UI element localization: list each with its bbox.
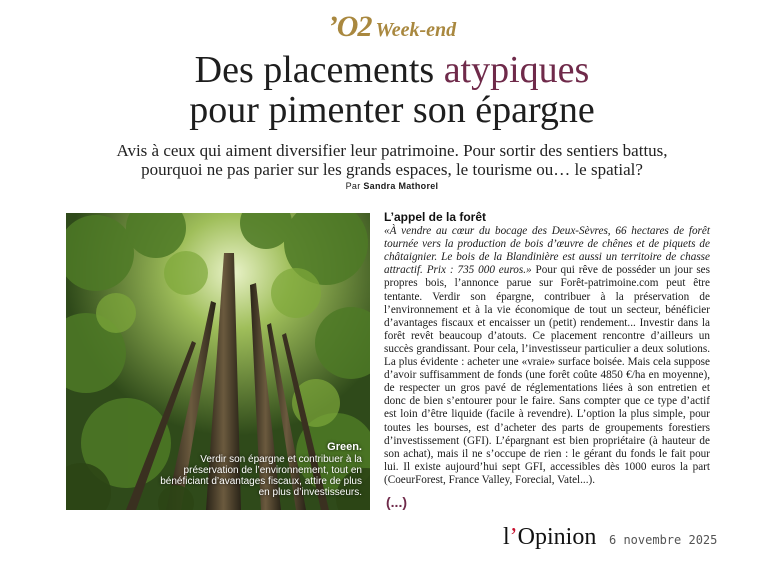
lede-line1: Avis à ceux qui aiment diversifier leur patrimoine. Pour sortir des sentiers battus, bbox=[116, 141, 668, 160]
read-more-marker: (...) bbox=[386, 494, 407, 510]
logo-l: l bbox=[503, 524, 510, 550]
logo-apostrophe: ’ bbox=[509, 524, 518, 550]
article-heading: L’appel de la forêt bbox=[384, 210, 487, 224]
byline-author: Sandra Mathorel bbox=[363, 181, 439, 191]
headline bbox=[0, 50, 784, 130]
lede-line2: pourquoi ne pas parier sur les grands espaces, le tourisme ou… le spatial? bbox=[141, 160, 643, 179]
article-column bbox=[384, 211, 710, 487]
caption-title: Green. bbox=[327, 441, 362, 453]
section-masthead bbox=[0, 10, 784, 44]
photo-caption bbox=[152, 442, 362, 498]
headline-line2: pour pimenter son épargne bbox=[189, 89, 595, 131]
forest-photo bbox=[66, 213, 370, 510]
masthead-number: ’O2 bbox=[327, 10, 372, 43]
publication-date: 6 novembre 2025 bbox=[609, 533, 718, 547]
masthead-section: Week-end bbox=[375, 19, 457, 41]
logo-opinion: Opinion bbox=[517, 524, 597, 550]
byline-prefix: Par bbox=[345, 181, 361, 191]
lede bbox=[0, 141, 784, 179]
headline-line1: Des placements bbox=[194, 49, 444, 91]
publication-logo bbox=[503, 524, 596, 551]
article-body bbox=[384, 225, 710, 487]
article-text: Pour qui rêve de posséder un jour ses propres bois, l’annonce parue sur Forêt-patrimoine.com peut être tentante. Verdir son épargne, contribuer à la préservation de l’environnement et à la vie économique de tout un secteur, bénéficier d’avantages fiscaux et encaisser un (petit) rendement... Investir dans la forêt revêt beaucoup d’atouts. Ce placement rencontre d’ailleurs un succès grandissant. Pour cela, l’investisseur particulier a deux solutions. La plus évidente : acheter une «vraie» surface boisée. Mais cela suppose d’avoir suffisamment de fonds (une forêt coûte 4850 €/ha en moyenne), de respecter un gros pavé de réglementations liées à son entretien et donc de bien s’entourer pour le faire. Sans compter que ce type d’actif est loin d’être liquide (facile à revendre). L’option la plus simple, pour toutes les bourses, est d’acheter des parts de groupements forestiers d’investissement (GFI). L’épargnant est bien propriétaire (à hauteur de son achat), mais il ne s’occupe de rien : le gérant du fonds le fait pour lui. Il existe aujourd’hui sept GFI, accessibles dès 1000 euros la part (CoeurForest, France Valley, Forecial, Vatel...). bbox=[384, 264, 710, 486]
caption-text: Verdir son épargne et contribuer à la préservation de l’environnement, tout en bénéficiant d’avantages fiscaux, attire de plus en plus d’investisseurs. bbox=[160, 454, 362, 498]
headline-accent-word: atypiques bbox=[443, 49, 590, 91]
article-quote: «À vendre au cœur du bocage des Deux-Sèvres, 66 hectares de forêt tournée vers la production de bois d’œuvre de chênes et de piquets de châtaignier. Le bois de la Blandinière est aussi un territoire de chasse attractif. Prix : 735 000 euros.» bbox=[384, 225, 710, 277]
byline bbox=[0, 181, 784, 191]
